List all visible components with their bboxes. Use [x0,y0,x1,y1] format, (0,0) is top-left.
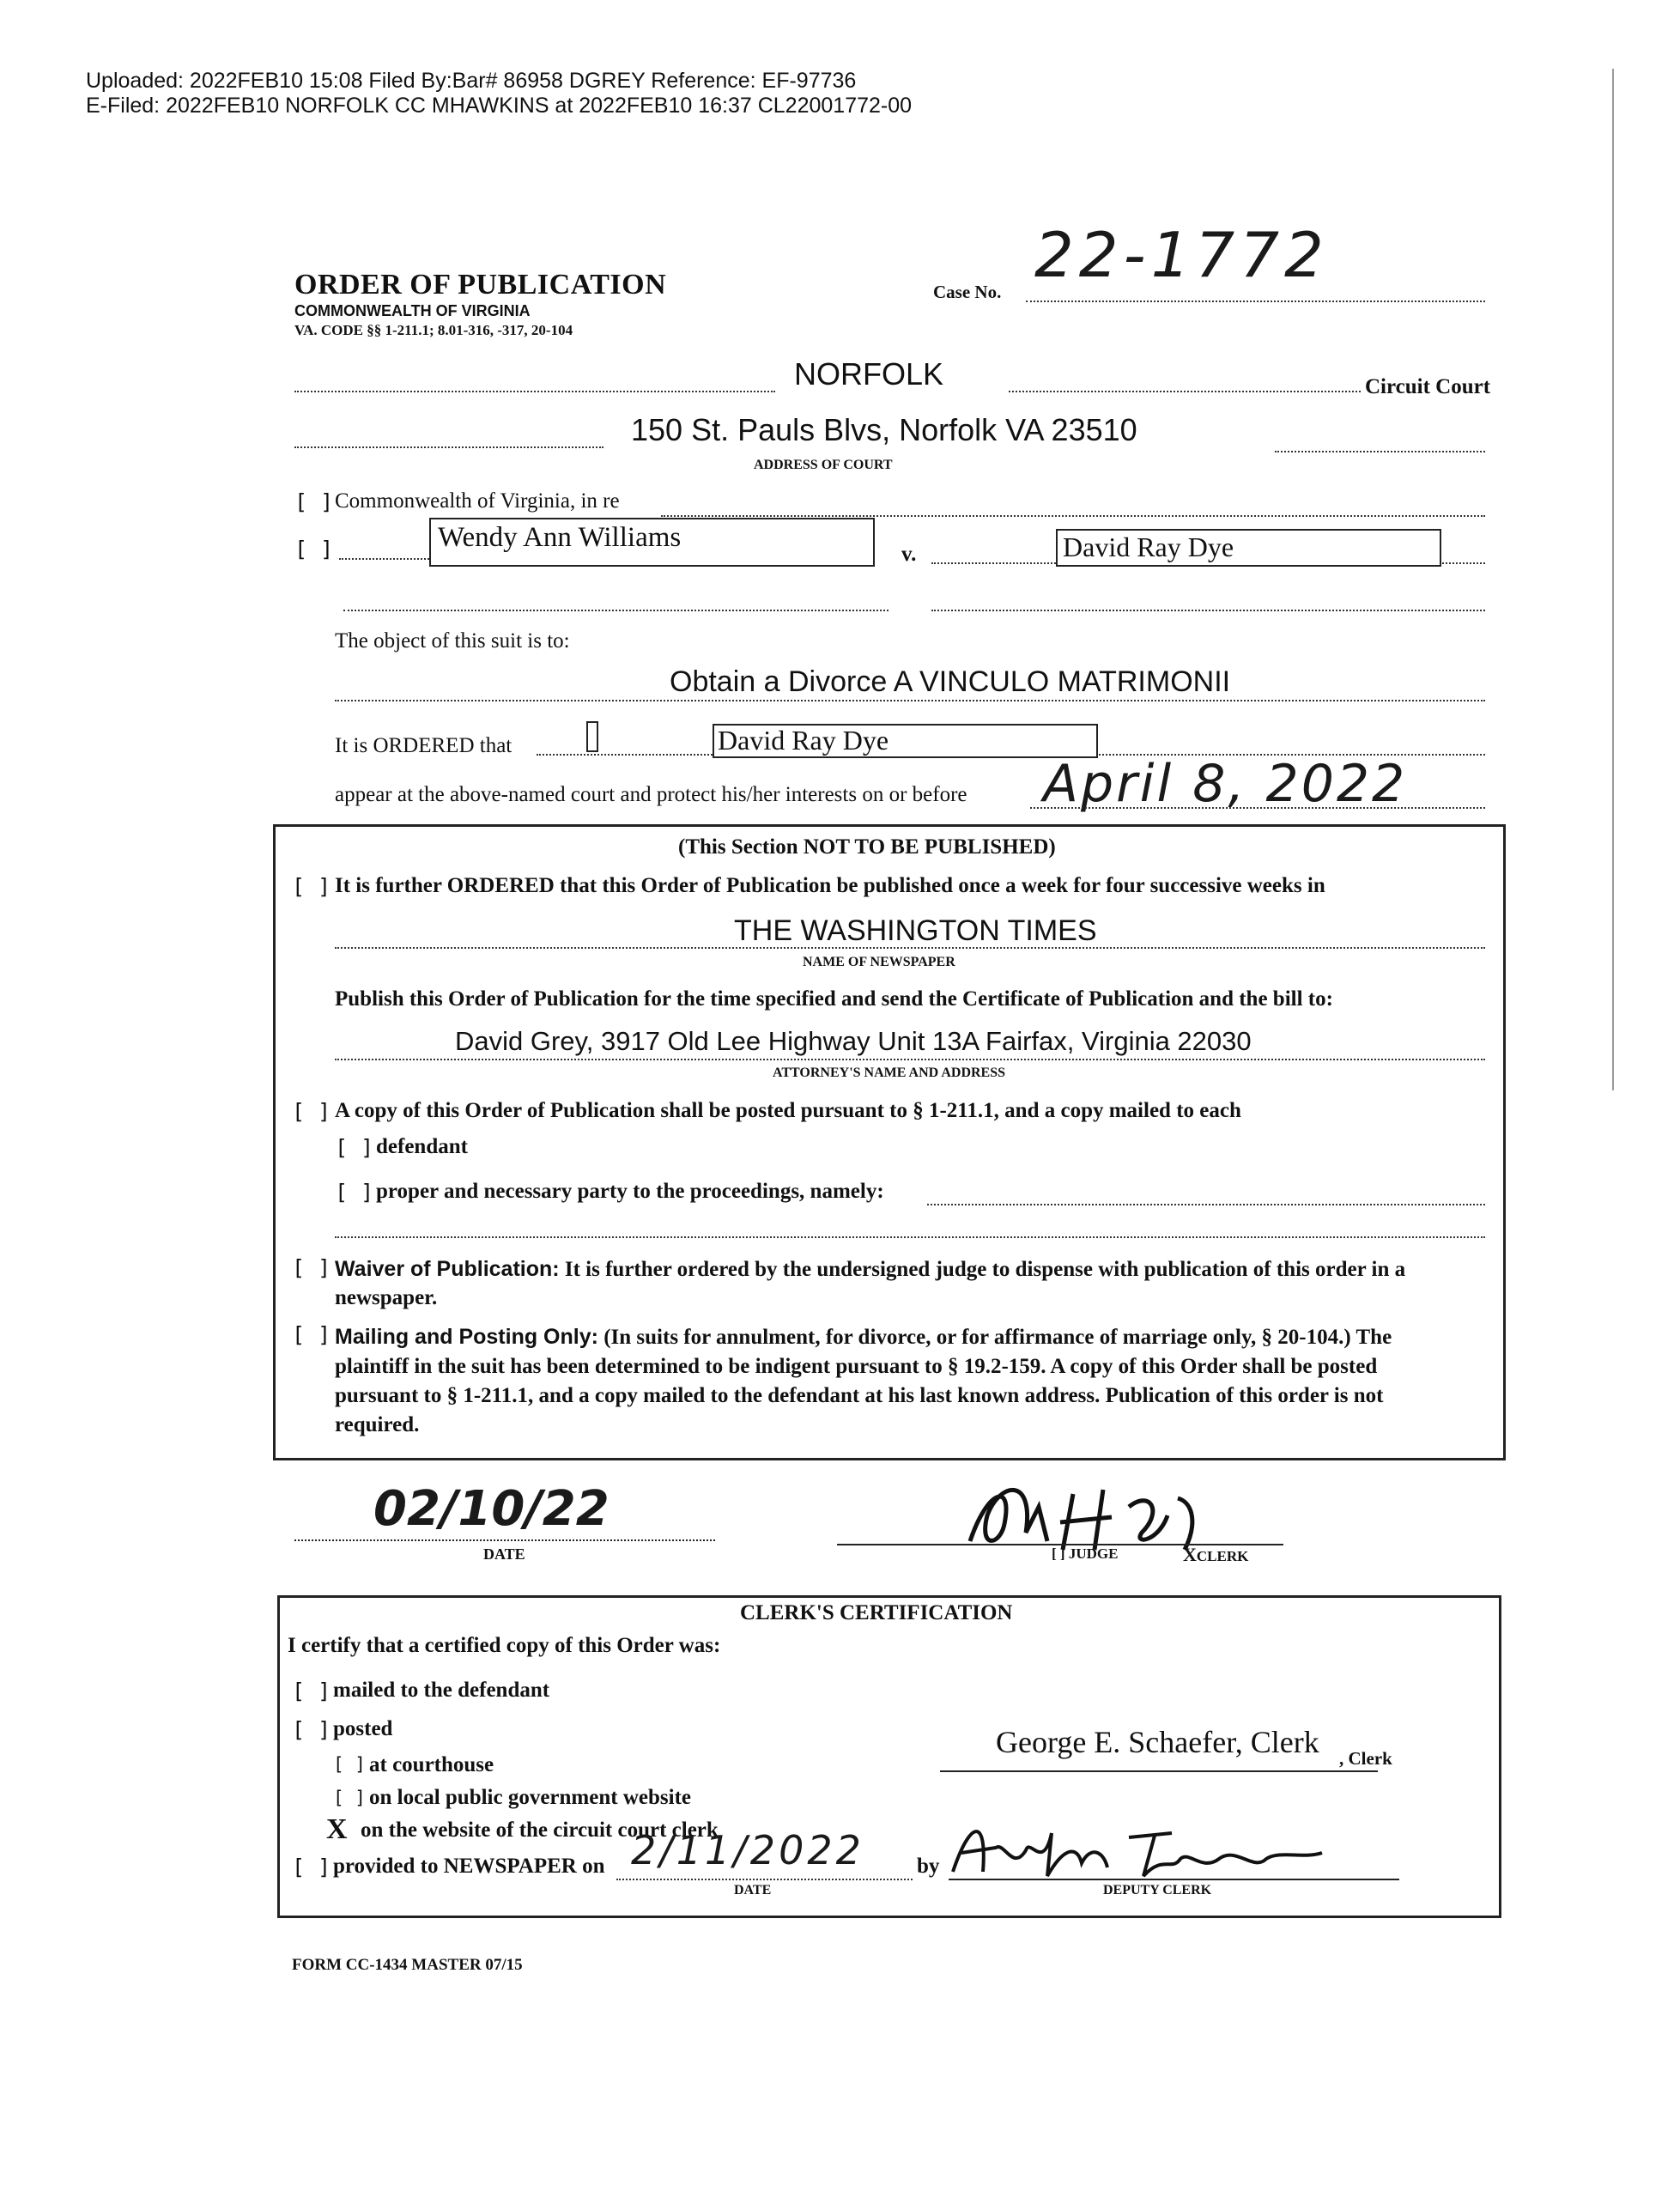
versus: v. [901,543,917,566]
circuit-site-mark[interactable]: X [326,1813,348,1845]
party-checkbox[interactable]: [ ] [294,537,334,562]
case-line [1026,301,1485,302]
waiver-text-2: newspaper. [335,1286,438,1309]
object-label: The object of this suit is to: [335,629,570,653]
provided-date: 2/11/2022 [631,1827,864,1873]
address-line-right [1275,451,1485,452]
newspaper-line [335,947,1485,949]
deputy-caption: DEPUTY CLERK [1103,1883,1212,1897]
clerk-caption-group [1183,1544,1248,1566]
blank-line-left [343,610,889,611]
blank-line-right [931,610,1485,611]
local-site-checkbox[interactable]: [ ] [333,1788,366,1808]
defendant-checkbox[interactable]: [ ] [335,1135,374,1160]
upload-stamp [86,69,912,118]
local-site-option: on local public government website [369,1786,691,1809]
copy-text: A copy of this Order of Publication shall be posted pursuant to § 1-211.1, and a copy mailed to each [335,1099,1241,1122]
court-line-right [1009,391,1361,392]
date-line [294,1539,715,1541]
certification-intro: I certify that a certified copy of this Order was: [288,1634,721,1657]
plaintiff-lead [339,558,429,560]
circuit-site-option: on the website of the circuit court clerk [361,1819,719,1842]
ordered-party-name: David Ray Dye [718,725,889,756]
commonwealth-label: Commonwealth of Virginia, in re [335,489,620,513]
case-label: Case No. [933,282,1002,302]
waiver-text: It is further ordered by the undersigned judge to dispense with publication of this order in a [564,1258,1406,1281]
plaintiff-name: Wendy Ann Williams [438,522,682,553]
object-line [335,700,1485,701]
courthouse-checkbox[interactable]: [ ] [333,1754,366,1775]
ordered-lead [537,754,713,756]
publish-checkbox[interactable]: [ ] [292,874,331,899]
mailed-checkbox[interactable]: [ ] [292,1679,331,1703]
court-name: NORFOLK [794,356,944,392]
deputy-line [949,1879,1399,1880]
object-value: Obtain a Divorce A VINCULO MATRIMONII [670,665,1231,698]
newspaper-caption: NAME OF NEWSPAPER [803,955,955,969]
publish-bill-text: Publish this Order of Publication for the time specified and send the Certificate of Publication and the bill to: [335,987,1333,1011]
defendant-name: David Ray Dye [1063,531,1234,562]
ordered-mark [586,721,598,752]
mailing-checkbox[interactable]: [ ] [292,1322,331,1347]
mailing-paragraph [335,1322,1489,1440]
clerk-caption: CLERK [1196,1548,1249,1564]
commonwealth-line [661,515,1485,517]
clerk-name-line [940,1770,1378,1772]
appear-text: appear at the above-named court and protect his/her interests on or before [335,783,967,806]
clerk-mark: X [1183,1544,1197,1565]
mailed-option: mailed to the defendant [333,1679,550,1702]
mailing-text-1: (In suits for annulment, for divorce, or for affirmance of marriage only, § 20-104.) The [603,1326,1392,1349]
waiver-label: Waiver of Publication: [335,1257,560,1281]
address-line-left [294,446,603,448]
posted-option: posted [333,1717,393,1740]
provided-date-line [616,1879,913,1880]
clerk-name: George E. Schaefer, Clerk [996,1725,1319,1759]
by-label: by [917,1855,940,1878]
form-subtitle: COMMONWEALTH OF VIRGINIA [294,302,531,319]
defendant-box [1056,529,1441,567]
plaintiff-box [429,518,875,567]
party-option: proper and necessary party to the proceedings, namely: [376,1180,884,1203]
date-caption: DATE [483,1545,525,1563]
order-date: 02/10/22 [373,1481,610,1537]
waiver-paragraph [335,1255,1477,1312]
judge-caption: [ ] JUDGE [1052,1545,1119,1562]
court-suffix: Circuit Court [1365,375,1491,398]
clerk-suffix: , Clerk [1339,1748,1392,1769]
uploaded-line: Uploaded: 2022FEB10 15:08 Filed By:Bar# 86958 DGREY Reference: EF-97736 [86,69,857,93]
newspaper-checkbox[interactable]: [ ] [292,1855,331,1879]
provided-date-caption: DATE [734,1883,772,1897]
copy-checkbox[interactable]: [ ] [292,1099,331,1124]
waiver-checkbox[interactable]: [ ] [292,1255,331,1280]
posted-checkbox[interactable]: [ ] [292,1717,331,1742]
defendant-lead [931,562,1056,564]
court-address: 150 St. Pauls Blvs, Norfolk VA 23510 [631,412,1137,447]
newspaper-name: THE WASHINGTON TIMES [734,914,1097,947]
case-number: 22-1772 [1034,219,1329,291]
defendant-trail [1442,562,1485,564]
defendant-option: defendant [376,1135,468,1158]
mailing-text-4: required. [335,1413,420,1436]
form-title: ORDER OF PUBLICATION [294,269,667,301]
appear-line [1030,807,1485,809]
ordered-party-box [713,724,1098,758]
form-code: VA. CODE §§ 1-211.1; 8.01-316, -317, 20-104 [294,322,573,338]
attorney-info: David Grey, 3917 Old Lee Highway Unit 13A Fairfax, Virginia 22030 [455,1026,1252,1056]
mailing-text-2: plaintiff in the suit has been determined to be indigent pursuant to § 19.2-159. A copy of this Order shall be posted [335,1355,1378,1378]
attorney-line [335,1059,1485,1060]
ordered-label: It is ORDERED that [335,734,512,757]
court-line-left [294,391,775,392]
provided-option: provided to NEWSPAPER on [333,1855,605,1878]
party-line-2 [335,1236,1485,1238]
mailing-text-3: pursuant to § 1-211.1, and a copy mailed to the defendant at his last known address. Publication of this order is not [335,1384,1384,1407]
mailing-label: Mailing and Posting Only: [335,1325,598,1349]
party-option-checkbox[interactable]: [ ] [335,1180,374,1205]
section-heading: (This Section NOT TO BE PUBLISHED) [678,835,1056,859]
publish-text: It is further ORDERED that this Order of Publication be published once a week for four successive weeks in [335,874,1325,897]
appear-date: April 8, 2022 [1043,754,1408,814]
party-line [927,1204,1485,1205]
efiled-line: E-Filed: 2022FEB10 NORFOLK CC MHAWKINS at 2022FEB10 16:37 CL22001772-00 [86,94,913,118]
courthouse-option: at courthouse [369,1753,494,1776]
deputy-signature [944,1812,1331,1889]
commonwealth-checkbox[interactable]: [ ] [294,489,334,514]
certification-heading: CLERK'S CERTIFICATION [740,1601,1013,1624]
attorney-caption: ATTORNEY'S NAME AND ADDRESS [773,1066,1006,1080]
scan-edge-line [1612,69,1614,1090]
address-caption: ADDRESS OF COURT [754,458,893,472]
form-id: FORM CC-1434 MASTER 07/15 [292,1956,523,1974]
